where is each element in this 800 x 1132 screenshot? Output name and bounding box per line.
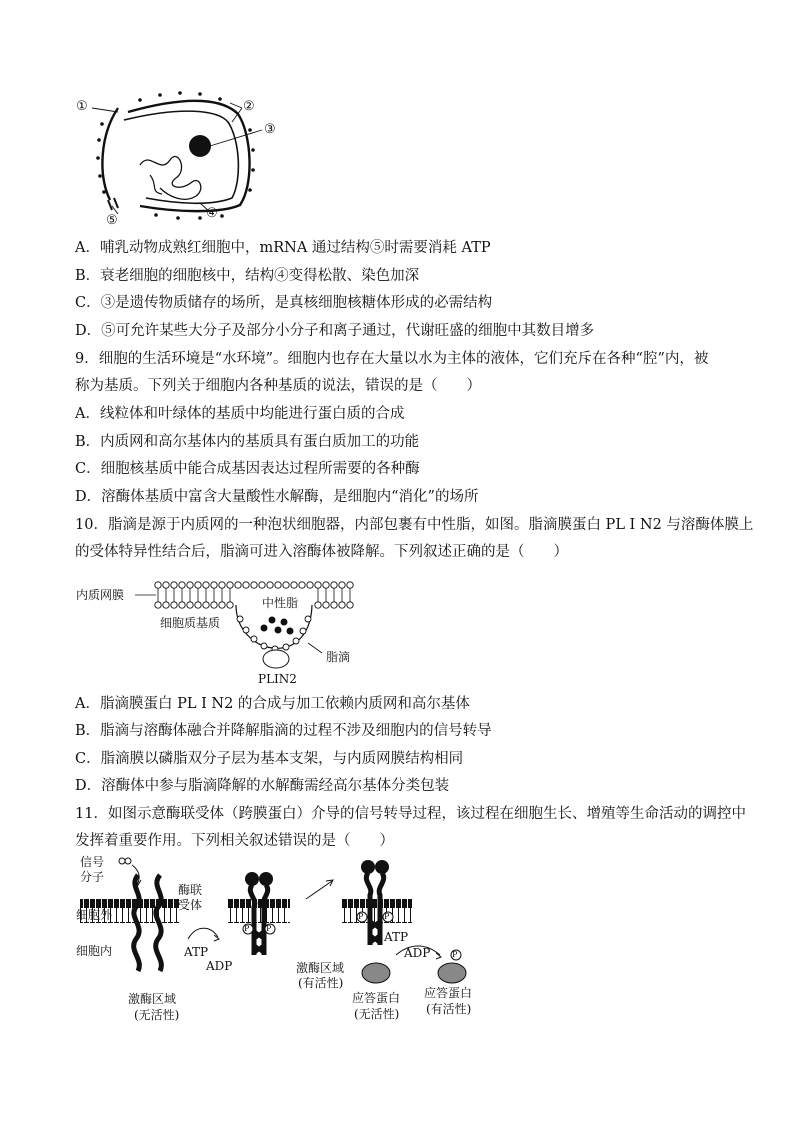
q11-stem-line1: 11．如图示意酶联受体（跨膜蛋白）介导的信号转导过程，该过程在细胞生长、增殖等生命活动的调控中 (75, 806, 746, 822)
enzyme-receptor-figure (0, 855, 800, 1035)
q8-option-b: B．衰老细胞的细胞核中，结构④变得松散、染色加深 (75, 268, 420, 284)
q10-option-a: A．脂滴膜蛋白 PL I N2 的合成与加工依赖内质网和高尔基体 (75, 696, 470, 712)
q11-label-p-4: P (384, 912, 390, 921)
q11-label-response-inactive-2: (无活性) (354, 1007, 400, 1021)
q10-label-er-membrane: 内质网膜 (76, 588, 125, 602)
nucleus-figure (0, 0, 800, 240)
q9-option-d: D．溶酶体基质中富含大量酸性水解酶，是细胞内“消化”的场所 (75, 489, 479, 505)
q9-option-a: A．线粒体和叶绿体的基质中均能进行蛋白质的合成 (75, 406, 405, 422)
q11-label-p-1: P (244, 924, 250, 933)
q11-label-receptor-1: 酶联 (178, 883, 203, 897)
fig8-label-5: ⑤ (106, 213, 118, 228)
q11-label-receptor-2: 受体 (178, 898, 203, 912)
q10-stem-line1: 10．脂滴是源于内质网的一种泡状细胞器，内部包裹有中性脂，如图。脂滴膜蛋白 PL I N2 与溶酶体膜上 (75, 517, 754, 533)
q8-option-c: C．③是遗传物质储存的场所，是真核细胞核糖体形成的必需结构 (75, 295, 493, 311)
q11-label-kinase-inactive-2: (无活性) (134, 1008, 180, 1022)
er-bilayer (155, 582, 353, 608)
q11-label-kinase-inactive-1: 激酶区域 (128, 992, 177, 1006)
q11-label-signal-2: 分子 (80, 870, 105, 884)
q11-label-inside-cell: 细胞内 (76, 944, 113, 958)
q10-option-d: D．溶酶体中参与脂滴降解的水解酶需经高尔基体分类包装 (75, 778, 450, 794)
q10-option-b: B．脂滴与溶酶体融合并降解脂滴的过程不涉及细胞内的信号转导 (75, 723, 492, 739)
q11-stem-line2: 发挥着重要作用。下列相关叙述错误的是（ ） (75, 833, 394, 849)
q10-label-neutral-lipid: 中性脂 (262, 596, 299, 610)
q11-label-p-3: P (358, 912, 364, 921)
q11-label-adp-1: ADP (206, 959, 233, 973)
q11-label-atp-2: ATP (384, 930, 409, 944)
q11-label-kinase-active-1: 激酶区域 (296, 961, 345, 975)
q10-option-c: C．脂滴膜以磷脂双分子层为基本支架，与内质网膜结构相同 (75, 751, 464, 767)
fig8-label-3: ③ (264, 122, 276, 137)
q9-option-b: B．内质网和高尔基体内的基质具有蛋白质加工的功能 (75, 434, 420, 450)
q10-label-cytoplasm-matrix: 细胞质基质 (160, 616, 221, 630)
fig8-label-2: ② (243, 99, 255, 114)
fig8-label-4: ④ (206, 206, 218, 221)
q10-stem-line2: 的受体特异性结合后，脂滴可进入溶酶体被降解。下列叙述正确的是（ ） (75, 544, 568, 560)
q11-label-p-2: P (266, 924, 272, 933)
q9-option-c: C．细胞核基质中能合成基因表达过程所需要的各种酶 (75, 461, 420, 477)
q11-label-response-inactive-1: 应答蛋白 (352, 991, 401, 1005)
q11-label-adp-2: ADP (404, 946, 431, 960)
q11-label-kinase-active-2: (有活性) (298, 976, 344, 990)
fig8-label-1: ① (76, 99, 88, 114)
q9-stem-line2: 称为基质。下列关于细胞内各种基质的说法，错误的是（ ） (75, 378, 481, 394)
q11-label-outside-cell: 细胞外 (76, 908, 113, 922)
q11-label-atp-1: ATP (184, 945, 209, 959)
q8-option-a: A．哺乳动物成熟红细胞中，mRNA 通过结构⑤时需要消耗 ATP (75, 240, 491, 256)
q11-label-signal-1: 信号 (80, 855, 105, 869)
q11-label-response-active-2: (有活性) (426, 1002, 472, 1016)
q8-option-d: D．⑤可允许某些大分子及部分小分子和离子通过，代谢旺盛的细胞中其数目增多 (75, 323, 595, 339)
q10-label-lipid-droplet: 脂滴 (326, 650, 351, 664)
q9-stem-line1: 9．细胞的生活环境是“水环境”。细胞内也存在大量以水为主体的液体，它们充斥在各种“腔”内，被 (75, 351, 709, 367)
q10-label-plin2: PLIN2 (258, 672, 297, 686)
q11-label-p-5: P (452, 950, 458, 959)
q11-label-response-active-1: 应答蛋白 (424, 986, 473, 1000)
